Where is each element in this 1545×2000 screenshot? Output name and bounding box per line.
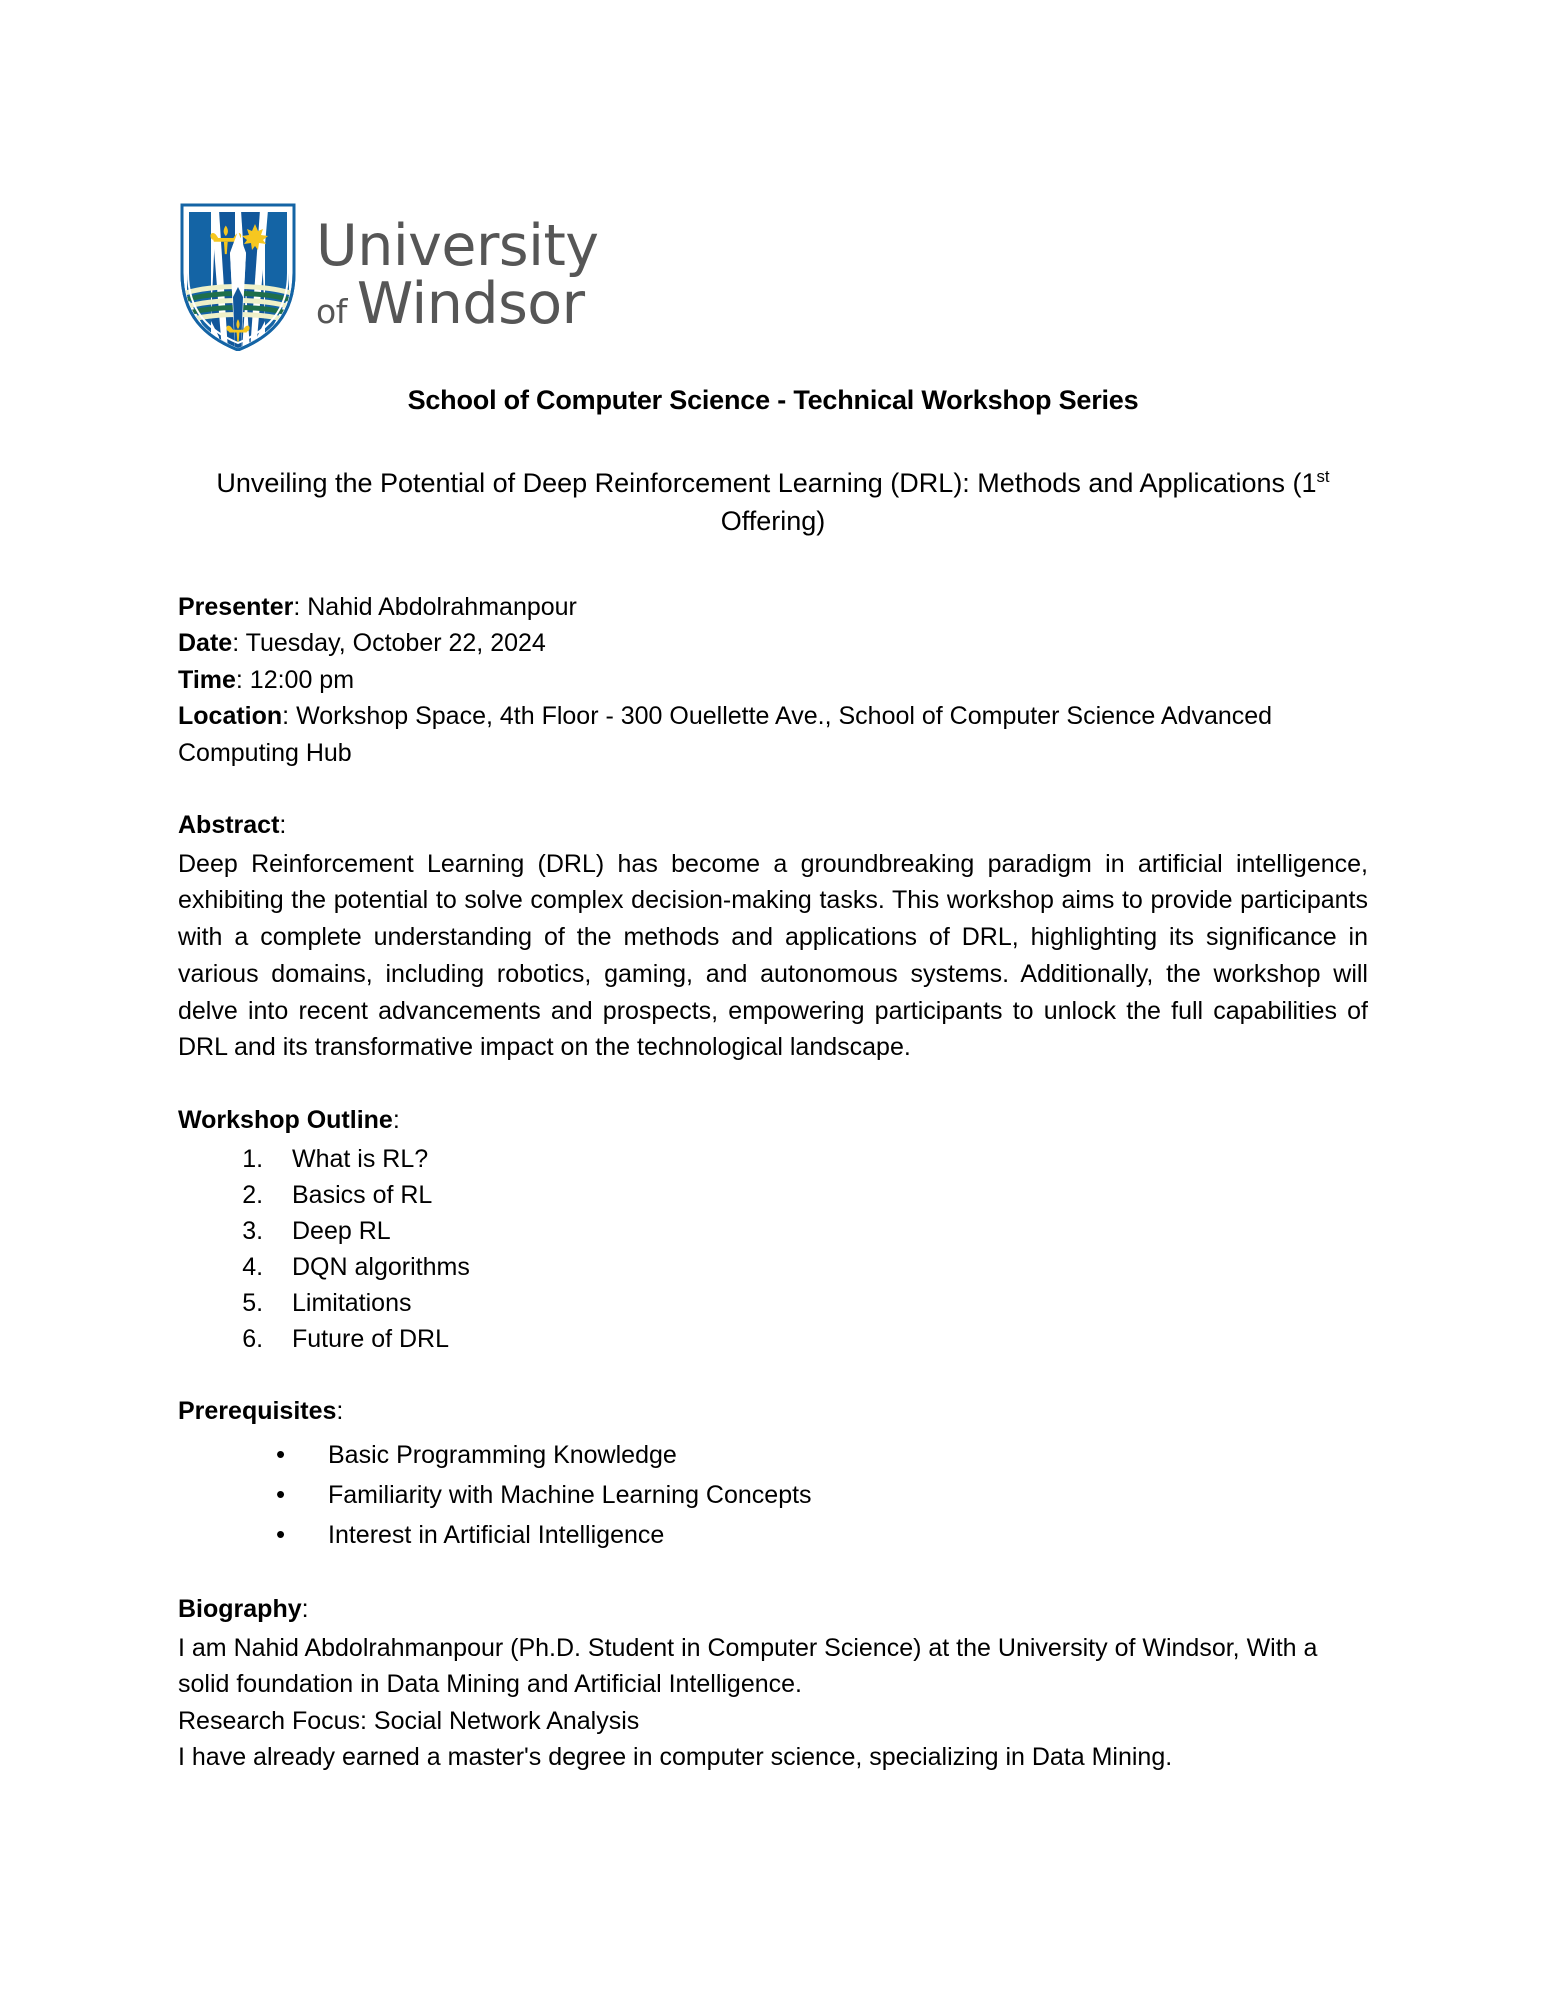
detail-date-label: Date [178, 629, 233, 658]
detail-time [178, 662, 1368, 699]
talk-title-line-2-pre: Applications (1 [1139, 468, 1317, 498]
biography-line-3: I have already earned a master's degree in computer science, specializing in Data Mining. [178, 1743, 1173, 1772]
detail-location [178, 698, 1368, 771]
university-logo [178, 188, 1368, 363]
abstract-heading [178, 807, 1368, 844]
detail-presenter-label: Presenter [178, 592, 294, 621]
abstract-heading-colon: : [279, 811, 287, 840]
outline-heading-colon: : [392, 1106, 400, 1135]
windsor-shield-icon [178, 201, 298, 351]
talk-title-line-2-post: Offering) [720, 506, 826, 537]
list-item: 1. What is RL? [270, 1141, 1368, 1177]
abstract-section [178, 807, 1368, 1066]
abstract-body: Deep Reinforcement Learning (DRL) has become a groundbreaking paradigm in artificial intelligence, exhibiting the potential to solve complex decision-making tasks. This workshop aims to provide participants with a complete understanding of the methods and applications of DRL, highlighting its significance in various domains, including robotics, gaming, and autonomous systems. Additionally, the workshop will delve into recent advancements and prospects, empowering participants to unlock the full capabilities of DRL and its transformative impact on the technological landscape. [178, 849, 1368, 1062]
detail-time-label: Time [178, 665, 236, 694]
list-item: 6. Future of DRL [270, 1321, 1368, 1357]
biography-heading [178, 1591, 1368, 1628]
outline-heading [178, 1102, 1368, 1139]
list-item: • Basic Programming Knowledge [270, 1435, 1368, 1475]
prerequisites-section [178, 1393, 1368, 1556]
list-item: 5. Limitations [270, 1285, 1368, 1321]
biography-body [178, 1630, 1368, 1776]
outline-list [178, 1141, 1368, 1357]
workshop-series-title: School of Computer Science - Technical Workshop Series [407, 385, 1139, 415]
wordmark-line-university: University [316, 212, 599, 279]
prerequisites-heading-text: Prerequisites [178, 1396, 337, 1425]
detail-time-value: : 12:00 pm [235, 665, 355, 694]
prerequisites-heading [178, 1393, 1368, 1430]
biography-heading-colon: : [301, 1595, 309, 1624]
detail-date [178, 625, 1368, 662]
detail-presenter [178, 589, 1368, 626]
list-item: • Interest in Artificial Intelligence [270, 1515, 1368, 1555]
outline-section [178, 1102, 1368, 1357]
list-item: • Familiarity with Machine Learning Concepts [270, 1475, 1368, 1515]
list-item: 2. Basics of RL [270, 1177, 1368, 1213]
wordmark-line-of-windsor [316, 270, 599, 337]
university-wordmark [316, 212, 599, 337]
talk-title-line-1: Unveiling the Potential of Deep Reinforcement Learning (DRL): Methods and [216, 468, 1134, 498]
detail-presenter-value: : Nahid Abdolrahmanpour [293, 592, 577, 621]
biography-line-1: I am Nahid Abdolrahmanpour (Ph.D. Student in Computer Science) at the University of Windsor, With a solid foundation in Data Mining and Artificial Intelligence. [178, 1633, 1318, 1699]
document-content [178, 0, 1368, 1776]
biography-line-2: Research Focus: Social Network Analysis [178, 1706, 640, 1735]
outline-heading-text: Workshop Outline [178, 1106, 393, 1135]
wordmark-windsor: Windsor [356, 270, 585, 337]
list-item: 4. DQN algorithms [270, 1249, 1368, 1285]
biography-section [178, 1591, 1368, 1776]
talk-title [178, 464, 1368, 541]
detail-location-label: Location [178, 702, 283, 731]
event-details [178, 589, 1368, 772]
wordmark-of: of [316, 291, 357, 331]
talk-title-ordinal-suffix: st [1316, 467, 1330, 486]
prerequisites-list [178, 1435, 1368, 1555]
detail-date-value: : Tuesday, October 22, 2024 [232, 629, 546, 658]
biography-heading-text: Biography [178, 1595, 302, 1624]
detail-location-value: : Workshop Space, 4th Floor - 300 Ouellette Ave., School of Computer Science Advanced Computing Hub [178, 702, 1273, 767]
prerequisites-heading-colon: : [336, 1396, 344, 1425]
list-item: 3. Deep RL [270, 1213, 1368, 1249]
abstract-heading-text: Abstract [178, 811, 280, 840]
